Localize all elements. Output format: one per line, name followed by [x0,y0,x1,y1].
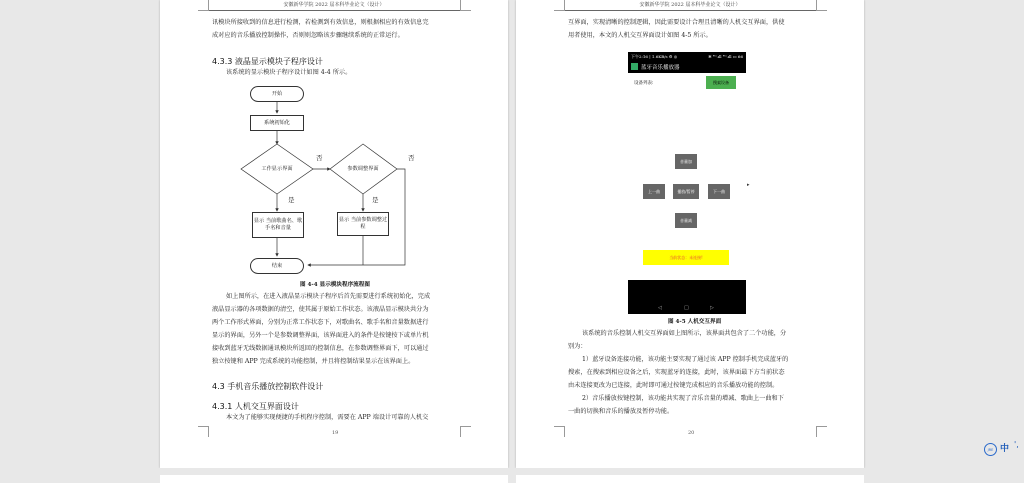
ime-language-indicator[interactable]: 中 [1000,444,1010,454]
flow-show-song: 显示 当前歌曲名、歌手名和音量 [252,212,304,238]
paragraph-line: 成对应的音乐播放控制操作，否则则忽略该步骤继续系统的正常运行。 [212,32,404,39]
paragraph-line: 两个工作形式界面，分别为正常工作状态下，对歌曲名、歌手名和音量数据进行 [212,319,429,326]
page-number: 20 [688,430,695,436]
viewer-background [0,468,1024,483]
home-icon[interactable]: □ [684,305,689,311]
paragraph-line: 2）音乐播放按键控制，该功能共实现了音乐音量的增减、歌曲上一曲和下 [582,395,784,402]
play-pause-button[interactable]: 播放/暂停 [673,184,699,199]
paragraph-line: 显示的界面，另外一个是参数调整界面，该界面进入的条件是按键按下或单片机 [212,332,429,339]
subsection-heading: 4.3.1 人机交互界面设计 [212,402,299,411]
flow-no-label: 否 [408,154,415,162]
recents-icon[interactable]: ▷ [710,305,714,311]
app-logo-icon [631,63,638,70]
paragraph-line: 独立按键和 APP 完成系统的功能控制，并且将控制结果显示在该界面上。 [212,358,415,365]
search-device-button[interactable]: 搜索设备 [706,76,736,89]
paragraph-line: 该系统的音乐控制人机交互界面如上图所示，该界面共包含了二个功能，分 [582,330,787,337]
flow-end: 结束 [250,258,304,274]
flow-d2-label: 参数调整界面 [347,165,379,172]
paragraph-line: 用者使用，本文的人机交互界面设计如图 4-5 所示。 [568,32,712,39]
ime-punctuation-indicator[interactable]: ', [1014,440,1019,449]
paragraph-line: 一曲的切换和音乐的播放及暂停功能。 [568,408,674,415]
flow-init: 系统初始化 [250,115,304,131]
android-nav-bar [628,280,746,314]
paragraph-line: 搜索，在搜索到相应设备之后，实现蓝牙的连接，此时，该界面最下方当前状态 [568,369,785,376]
paragraph-line: 该系统的显示模块子程序设计如图 4-4 所示。 [226,69,352,76]
crop-mark [460,426,471,437]
flow-yes-label: 是 [372,196,379,204]
app-top-bar [628,52,746,73]
flow-yes-label: 是 [288,196,295,204]
paragraph-line: 接收到蓝牙无线数据通讯模块所返回的控制信息，在参数调整界面下，可以通过 [212,345,429,352]
paragraph-line: 讯模块所接收到的信息进行检测，若检测到有效信息，则根据相应的有效信息完 [212,19,429,26]
page-header: 安徽新华学院 2022 届本科毕业论文（设计） [639,2,741,8]
section-heading: 4.3 手机音乐播放控制软件设计 [212,382,324,391]
page-header: 安徽新华学院 2022 届本科毕业论文（设计） [283,2,385,8]
flow-show-param: 显示 当前参数调整过程 [337,212,389,236]
paragraph-line: 本文为了能够实现便捷的手机程序控制，需要在 APP 端设计可靠的人机交 [226,414,429,421]
header-rule [564,10,816,11]
next-track-button[interactable]: 下一曲 [708,184,730,199]
flow-d1-label: 工作显示界面 [261,165,293,172]
figure-caption: 图 4-4 显示模块程序流程图 [300,282,370,288]
document-page-right [516,0,864,468]
volume-up-button[interactable]: 音量加 [675,154,697,169]
crop-mark [554,0,565,11]
prev-track-button[interactable]: 上一曲 [643,184,665,199]
crop-mark [816,0,827,11]
status-bar-right: ✻ ⁴ᴳ.ıll ⁴ᴳ.ıll ▭ 66 [708,54,743,59]
page-number: 19 [332,430,339,436]
connection-status: 当前状态：未连接! [643,250,729,265]
device-list-label: 设备列表: [634,81,654,86]
paragraph-line: 液晶显示器的各项数据的清空，使其属于原始工作状态。该液晶显示模块共分为 [212,306,429,313]
flow-start: 开始 [250,86,304,102]
section-heading: 4.3.3 液晶显示模块子程序设计 [212,57,323,66]
crop-mark [816,426,827,437]
crop-mark [554,426,565,437]
document-page-left [160,0,508,468]
status-bar-left: 下午2:16 | 1.6KB/s ⚙ ◎ [631,54,678,59]
app-title: 蓝牙音乐播放器 [641,65,680,71]
next-page-left[interactable] [160,475,508,483]
volume-down-button[interactable]: 音量减 [675,213,697,228]
paragraph-line: 由未连接更改为已连接，此时即可通过按键完成相应的音乐播放功能的控制。 [568,382,779,389]
app-screenshot [628,52,746,314]
flowchart-connectors [160,0,508,300]
paragraph-line: 别为： [568,343,587,350]
next-page-right[interactable] [516,475,864,483]
tray-logo-icon[interactable]: JRE [984,443,997,456]
crop-mark [198,426,209,437]
mouse-cursor-icon: ▸ [747,182,750,188]
figure-caption: 图 4-5 人机交互界面 [668,319,722,325]
paragraph-line: 互界面，实现清晰的控制逻辑，因此需要设计合理且清晰的人机交互界面，供使 [568,19,785,26]
paragraph-line: 1）蓝牙设备连接功能，该功能主要实现了通过该 APP 控制手机完成蓝牙的 [582,356,789,363]
back-icon[interactable]: ◁ [658,305,662,311]
flow-no-label: 否 [316,154,323,162]
paragraph-line: 如上图所示，在进入液晶显示模块子程序后首先需要进行系统初始化，完成 [226,293,431,300]
